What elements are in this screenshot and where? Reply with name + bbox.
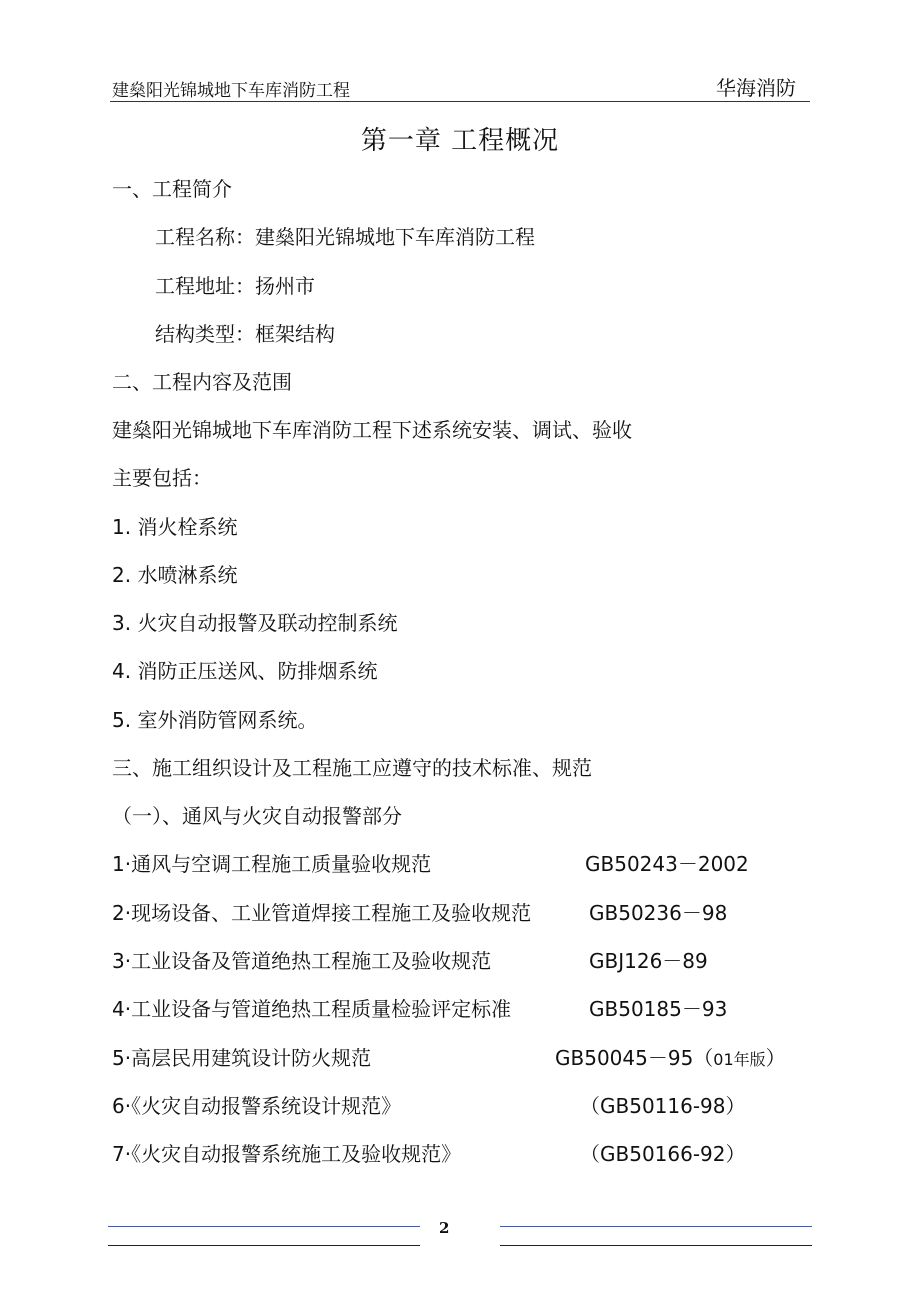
section2-heading: 二、工程内容及范围 (112, 370, 292, 394)
system-list-item: 5. 室外消防管网系统。 (112, 708, 318, 732)
standard-name: 2·现场设备、工业管道焊接工程施工及验收规范 (112, 901, 532, 925)
includes-label: 主要包括： (112, 466, 212, 490)
standard-code: GB50045－95（ (555, 1046, 714, 1070)
header-company-name: 华海消防 (716, 76, 796, 100)
page-number: 2 (439, 1219, 450, 1237)
standard-code-tail: ） (765, 1046, 786, 1070)
section1-heading: 一、工程简介 (112, 177, 232, 201)
structure-type-line: 结构类型：框架结构 (155, 322, 335, 346)
standard-code: （GB50166-92） (580, 1142, 746, 1166)
standard-code: GB50236－98 (589, 901, 728, 925)
footer-rule-bottom-left (108, 1245, 420, 1246)
standard-code: （GB50116-98） (580, 1094, 746, 1118)
standard-code-group (555, 1042, 786, 1071)
standard-name: 7·《火灾自动报警系统施工及验收规范》 (112, 1142, 462, 1166)
header-rule (110, 101, 810, 102)
footer-rule-top-right (500, 1226, 812, 1227)
system-list-item: 2. 水喷淋系统 (112, 563, 238, 587)
scope-intro: 建燊阳光锦城地下车库消防工程下述系统安装、调试、验收 (112, 418, 632, 442)
chapter-title: 第一章 工程概况 (360, 126, 560, 156)
standard-name: 4·工业设备与管道绝热工程质量检验评定标准 (112, 997, 512, 1021)
standard-name: 5·高层民用建筑设计防火规范 (112, 1046, 372, 1070)
section3-subheading: （一）、通风与火灾自动报警部分 (112, 804, 402, 828)
project-name-line: 工程名称：建燊阳光锦城地下车库消防工程 (155, 225, 535, 249)
section3-heading: 三、施工组织设计及工程施工应遵守的技术标准、规范 (112, 756, 592, 780)
project-address-line: 工程地址：扬州市 (155, 274, 315, 298)
system-list-item: 1. 消火栓系统 (112, 515, 238, 539)
standard-code: GB50185－93 (589, 997, 728, 1021)
footer-rule-top-left (108, 1226, 420, 1227)
header-project-title: 建燊阳光锦城地下车库消防工程 (112, 81, 350, 101)
standard-name: 6·《火灾自动报警系统设计规范》 (112, 1094, 402, 1118)
standard-code: GB50243－2002 (585, 852, 749, 876)
standard-code-note: 01年版 (713, 1050, 766, 1069)
standard-name: 3·工业设备及管道绝热工程施工及验收规范 (112, 949, 492, 973)
system-list-item: 3. 火灾自动报警及联动控制系统 (112, 611, 398, 635)
system-list-item: 4. 消防正压送风、防排烟系统 (112, 659, 378, 683)
standard-name: 1·通风与空调工程施工质量验收规范 (112, 852, 432, 876)
footer-rule-bottom-right (500, 1245, 812, 1246)
standard-code: GBJ126－89 (589, 949, 708, 973)
